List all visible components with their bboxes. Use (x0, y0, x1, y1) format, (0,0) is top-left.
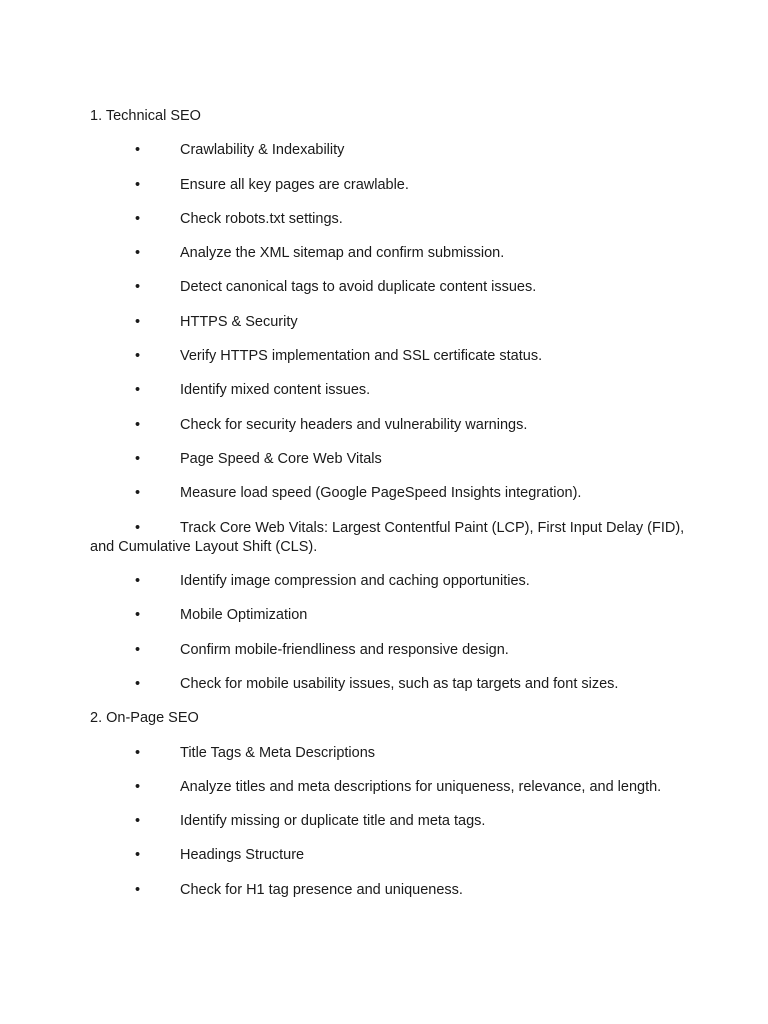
bullet-icon: • (135, 210, 141, 227)
list-item: • Identify missing or duplicate title and meta tags. (135, 813, 486, 830)
list-item: • HTTPS & Security (135, 313, 298, 330)
list-item: • Headings Structure (135, 847, 305, 864)
list-item: • Detect canonical tags to avoid duplicate content issues. (135, 279, 537, 296)
list-item: • Identify image compression and caching opportunities. (135, 573, 530, 590)
bullet-icon: • (135, 607, 141, 624)
list-item: • Check for mobile usability issues, such as tap targets and font sizes. (135, 675, 619, 692)
list-item: • Mobile Optimization (135, 607, 308, 624)
section-heading-technical-seo: 1. Technical SEO (90, 108, 201, 124)
list-item: • Analyze the XML sitemap and confirm submission. (135, 245, 505, 262)
list-item: • Check for H1 tag presence and uniqueness. (135, 881, 463, 898)
bullet-icon: • (135, 142, 141, 159)
bullet-icon: • (135, 279, 141, 296)
list-item: • Crawlability & Indexability (135, 142, 345, 159)
bullet-icon: • (135, 573, 141, 590)
list-item: • Measure load speed (Google PageSpeed Insights integration). (135, 485, 582, 502)
list-item: • Page Speed & Core Web Vitals (135, 450, 382, 467)
bullet-icon: • (135, 641, 141, 658)
bullet-icon: • (135, 744, 141, 761)
list-item: • Title Tags & Meta Descriptions (135, 744, 376, 761)
bullet-icon: • (135, 485, 141, 502)
list-item: • Track Core Web Vitals: Largest Contentful Paint (LCP), First Input Delay (FID), and Cumulative Layout Shift (CLS). (90, 519, 685, 555)
bullet-icon: • (135, 813, 141, 830)
section-heading-on-page-seo: 2. On-Page SEO (90, 710, 199, 727)
bullet-icon: • (135, 450, 141, 467)
list-item: • Analyze titles and meta descriptions for uniqueness, relevance, and length. (135, 778, 662, 795)
list-item: • Check for security headers and vulnerability warnings. (135, 416, 528, 433)
bullet-icon: • (135, 847, 141, 864)
bullet-icon: • (135, 348, 141, 365)
list-item: • Ensure all key pages are crawlable. (135, 176, 409, 193)
list-item: • Confirm mobile-friendliness and responsive design. (135, 641, 509, 658)
list-item: • Verify HTTPS implementation and SSL certificate status. (135, 348, 543, 365)
list-item: • Identify mixed content issues. (135, 382, 371, 399)
bullet-icon: • (135, 416, 141, 433)
bullet-icon: • (135, 519, 141, 536)
document-content (90, 107, 690, 915)
bullet-icon: • (135, 176, 141, 193)
bullet-icon: • (135, 245, 141, 262)
bullet-icon: • (135, 382, 141, 399)
bullet-icon: • (135, 881, 141, 898)
bullet-icon: • (135, 778, 141, 795)
list-item: • Check robots.txt settings. (135, 210, 343, 227)
bullet-icon: • (135, 675, 141, 692)
bullet-icon: • (135, 313, 141, 330)
